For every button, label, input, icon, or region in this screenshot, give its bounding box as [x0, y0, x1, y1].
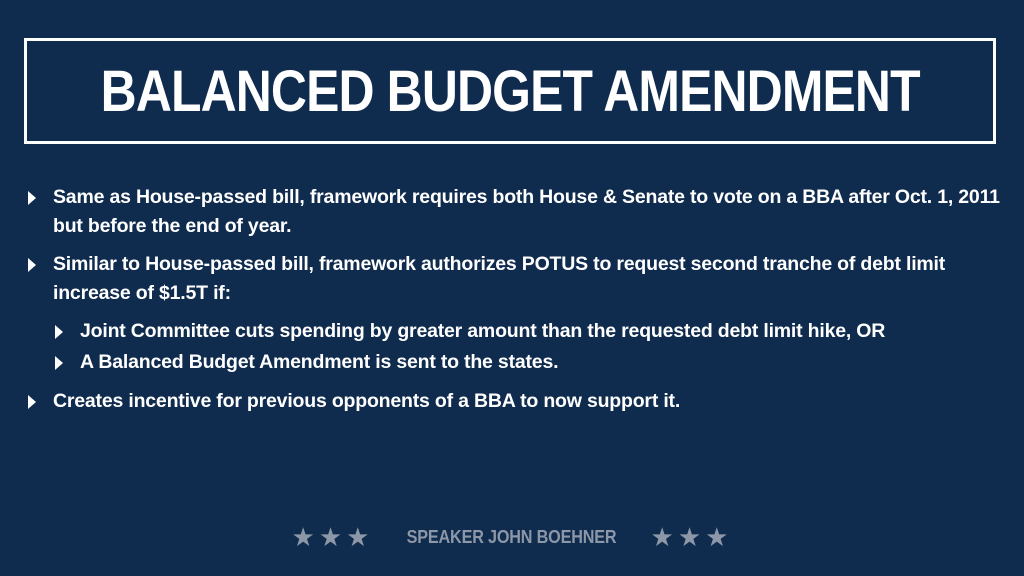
bullet-arrow-icon [55, 356, 63, 370]
bullet-arrow-icon [28, 395, 36, 409]
stars-left-icon: ★★★ [291, 522, 374, 552]
bullet-item [28, 183, 1003, 241]
bullet-arrow-icon [28, 258, 36, 272]
sub-bullet-item [55, 317, 1003, 346]
bullet-item [28, 387, 1003, 416]
sub-bullet-item [55, 348, 1003, 377]
bullet-text: Creates incentive for previous opponents of a BBA to now support it. [53, 390, 681, 412]
bullet-arrow-icon [28, 191, 36, 205]
bullet-item [28, 250, 1003, 308]
sub-bullet-text: Joint Committee cuts spending by greater amount than the requested debt limit hike, OR [80, 320, 886, 342]
stars-right-icon: ★★★ [650, 522, 733, 552]
title-box [24, 38, 996, 144]
bullet-text: Same as House-passed bill, framework requires both House & Senate to vote on a BBA after Oct. 1, 2011 but before the end of year. [53, 186, 1000, 237]
footer [0, 523, 1024, 551]
bullet-arrow-icon [55, 325, 63, 339]
sub-bullet-text: A Balanced Budget Amendment is sent to the states. [80, 351, 559, 373]
bullet-text: Similar to House-passed bill, framework authorizes POTUS to request second tranche of debt limit increase of $1.5T if: [53, 253, 946, 304]
footer-label: SPEAKER JOHN BOEHNER [407, 526, 617, 547]
bullet-list [28, 183, 1003, 425]
slide-title: BALANCED BUDGET AMENDMENT [100, 58, 920, 124]
